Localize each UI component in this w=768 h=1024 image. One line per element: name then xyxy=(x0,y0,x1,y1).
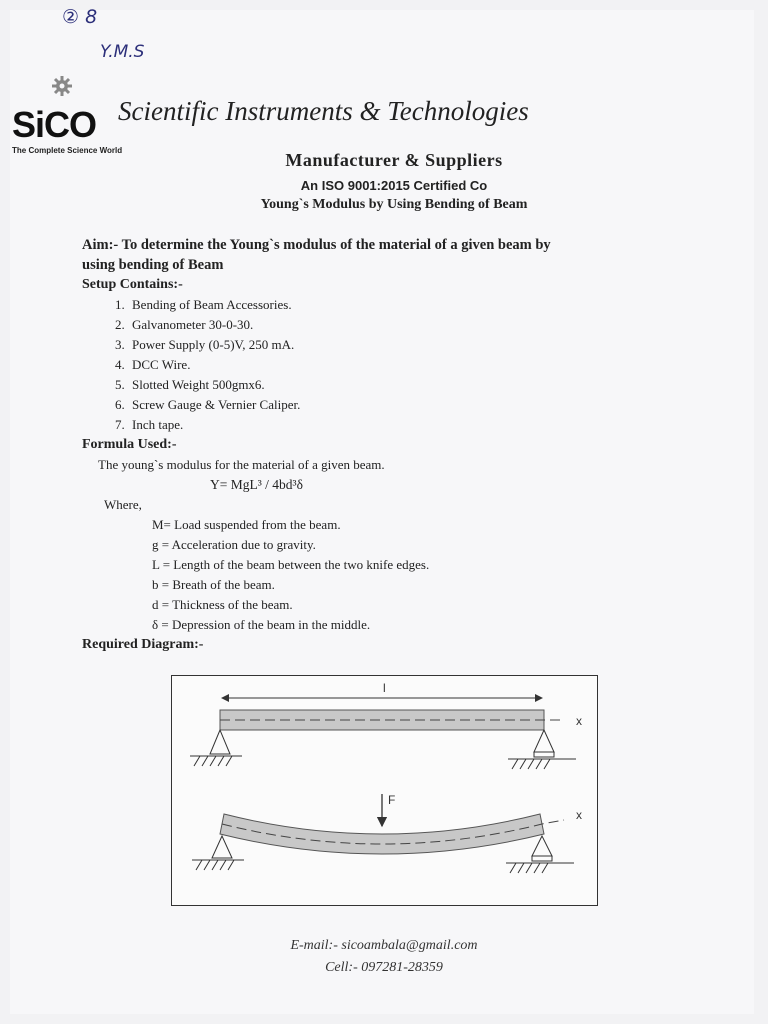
certification: An ISO 9001:2015 Certified Co xyxy=(300,178,488,193)
footer-email: E-mail:- sicoambala@gmail.com xyxy=(290,938,478,953)
formula-intro: The young`s modulus for the material of a given beam. xyxy=(98,457,385,472)
length-label: l xyxy=(383,681,386,695)
list-item: 1. Bending of Beam Accessories. xyxy=(128,295,672,315)
list-item: 5. Slotted Weight 500gmx6. xyxy=(128,375,672,395)
axis-label-bottom: x xyxy=(576,808,582,822)
setup-heading: Setup Contains:- xyxy=(82,277,183,292)
axis-label-top: x xyxy=(576,714,582,728)
handwritten-note-initials: Y.M.S xyxy=(100,42,145,62)
variable-definition: L = Length of the beam between the two knife edges. xyxy=(152,557,430,572)
list-item: 7. Inch tape. xyxy=(128,415,672,435)
variable-definition: M= Load suspended from the beam. xyxy=(152,517,341,532)
left-support-top xyxy=(210,730,230,754)
aim-line-1: Aim:- To determine the Young`s modulus of the material of a given beam by xyxy=(82,237,551,253)
subtitle: Manufacturer & Suppliers xyxy=(285,150,503,170)
beam-diagram xyxy=(171,675,598,906)
document-body xyxy=(82,235,672,655)
right-support-bottom xyxy=(532,836,552,856)
handwritten-note-number: ② 8 xyxy=(62,6,98,28)
variable-definition: g = Acceleration due to gravity. xyxy=(152,537,316,552)
list-item: 3. Power Supply (0-5)V, 250 mA. xyxy=(128,335,672,355)
left-support-bottom xyxy=(212,836,232,858)
variable-definition: d = Thickness of the beam. xyxy=(152,597,293,612)
variable-definition: δ = Depression of the beam in the middle. xyxy=(152,617,371,632)
list-item: 2. Galvanometer 30-0-30. xyxy=(128,315,672,335)
list-item: 4. DCC Wire. xyxy=(128,355,672,375)
formula-where: Where, xyxy=(104,497,142,512)
formula-equation: Y= MgL³ / 4bd³δ xyxy=(210,477,303,492)
right-support-top xyxy=(534,730,554,752)
logo-tagline: The Complete Science World xyxy=(12,146,123,155)
gear-icon xyxy=(52,76,72,96)
company-logo: SiCO xyxy=(12,104,97,145)
footer-cell: Cell:- 097281-28359 xyxy=(325,960,443,975)
formula-heading: Formula Used:- xyxy=(82,437,177,452)
diagram-heading: Required Diagram:- xyxy=(82,637,204,652)
beam-diagram-svg xyxy=(172,676,597,905)
list-item: 6. Screw Gauge & Vernier Caliper. xyxy=(128,395,672,415)
variable-definition: b = Breath of the beam. xyxy=(152,577,275,592)
company-name: Scientific Instruments & Technologies xyxy=(118,96,529,126)
setup-list xyxy=(82,295,672,435)
experiment-title: Young`s Modulus by Using Bending of Beam xyxy=(260,197,528,212)
aim-line-2: using bending of Beam xyxy=(82,257,224,273)
force-label: F xyxy=(388,793,396,807)
